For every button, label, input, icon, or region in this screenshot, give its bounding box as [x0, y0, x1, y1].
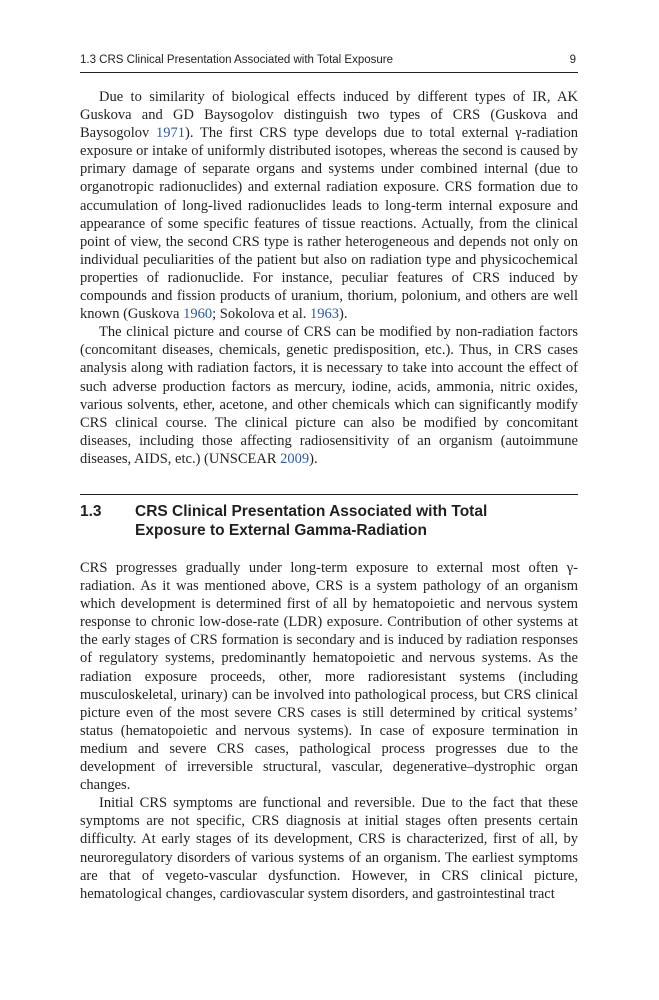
text-run: ). [338, 306, 348, 323]
text-run: Due to similarity of biological effects induced by different types of IR, AK Guskova and GD Baysogolov distinguish two types of CRS (Guskova and Baysogolov [80, 89, 578, 142]
paragraph: CRS progresses gradually under long-term exposure to external most often γ-radiation. As it was mentioned above, CRS is a system pathology of an organism which development is determined first of all by hematopoietic and nervous system response to chronic low-dose-rate (LDR) exposure. Contribution of other systems at the early stages of CRS formation is secondary and is induced by radiation responses of regulatory systems, predominantly hematopoietic and nervous systems. As the radiation exposure proceeds, other, more radioresistant systems (including musculoskeletal, urinary) can be involved into pathological process, but CRS clinical picture even of the most severe CRS cases is still determined by critical systems’ status (hematopoietic and nervous systems). In case of exposure termination in medium and severe CRS cases, pathological process progresses due to the development of irreversible structural, vascular, degenerative–dystrophic organ changes. [80, 560, 578, 794]
section-number: 1.3 [80, 503, 102, 520]
paragraph [80, 88, 578, 323]
text-run: ; Sokolova et al. [212, 306, 310, 323]
citation-link[interactable]: 1971 [156, 125, 186, 142]
paragraph: Initial CRS symptoms are functional and reversible. Due to the fact that these symptoms are not specific, CRS diagnosis at initial stages often presents certain difficulty. At early stages of its development, CRS is characterized, first of all, by neuroregulatory disorders of various systems of an organism. The earliest symptoms are that of vegeto-vascular dysfunction. However, in CRS clinical picture, hematological changes, cardiovascular system disorders, and gastrointestinal tract [80, 795, 578, 902]
section-divider [80, 494, 578, 495]
text-run: ). [309, 450, 318, 467]
citation-link[interactable]: 1963 [309, 306, 339, 323]
citation-link[interactable]: 2009 [280, 450, 310, 467]
body-text-before-section [80, 88, 578, 468]
text-run: ). The first CRS type develops due to total external γ-radiation exposure or intake of uniformly distributed isotopes, whereas the second is caused by primary damage of separate organs and systems under combined internal (due to organotropic radionuclides) and external radiation exposure. CRS formation due to accumulation of long-lived radionuclides leads to long-term internal exposure and appearance of some specific features of tissue reactions. Actually, from the clinical point of view, the second CRS type is rather heterogeneous and depends not only on individual peculiarities of the patient but also on radiation type and physicochemical properties of radionuclide. For instance, peculiar features of CRS induced by compounds and fission products of uranium, thorium, polonium, and others are well known (Guskova [80, 125, 578, 323]
section-title: CRS Clinical Presentation Associated with Total Exposure to External Gamma-Radiation [135, 503, 488, 539]
body-text-after-section [80, 559, 578, 903]
page-number: 9 [569, 54, 576, 66]
running-head [80, 52, 578, 73]
paragraph [80, 323, 578, 468]
citation-link[interactable]: 1960 [183, 306, 213, 323]
running-head-title: 1.3 CRS Clinical Presentation Associated with Total Exposure [80, 54, 394, 66]
text-run: The clinical picture and course of CRS can be modified by non-radiation factors (concomitant diseases, chemicals, genetic predisposition, etc.). Thus, in CRS cases analysis along with radiation factors, it is necessary to take into account the effect of such adverse production factors as mercury, iodine, acids, ammonia, nitric oxides, various solvents, ether, acetone, and other chemicals which can significantly modify CRS clinical course. The clinical picture can also be modified by concomitant diseases, including those affecting radiosensitivity of an organism (autoimmune diseases, AIDS, etc.) (UNSCEAR [80, 324, 578, 467]
